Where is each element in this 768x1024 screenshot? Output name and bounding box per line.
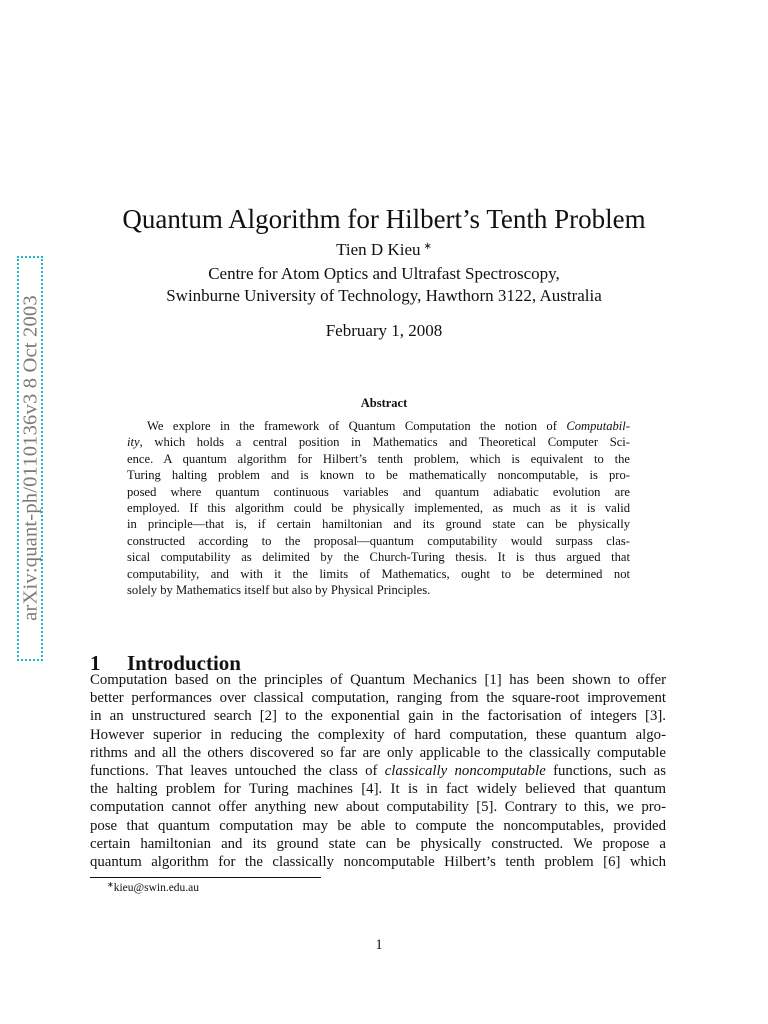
- body-line: better performances over classical computation, ranging from the square-root improvement: [90, 690, 666, 707]
- abstract-line: employed. If this algorithm could be physically implemented, as much as it is valid: [127, 500, 630, 515]
- footnote-mark: ∗: [107, 880, 114, 889]
- abstract-emphasis: ity: [127, 435, 140, 450]
- abstract-text: We explore in the framework of Quantum Computation the notion of: [147, 419, 567, 433]
- body-line: quantum algorithm for the classically noncomputable Hilbert’s tenth problem [6] which: [90, 853, 666, 870]
- paper-date: February 1, 2008: [325, 321, 443, 340]
- affiliation-line-2: Swinburne University of Technology, Hawthorn 3122, Australia: [166, 286, 602, 305]
- section-number: 1: [90, 651, 101, 676]
- page-number: 1: [375, 937, 383, 953]
- body-line: in an unstructured search [2] to the exponential gain in the factorisation of integers [3].: [90, 708, 666, 725]
- body-text: functions. That leaves untouched the class of: [90, 762, 385, 779]
- paper-title: Quantum Algorithm for Hilbert’s Tenth Problem: [122, 204, 646, 235]
- body-line: pose that quantum computation may be able to compute the noncomputables, provided: [90, 817, 666, 834]
- abstract-heading: Abstract: [360, 396, 408, 410]
- body-emphasis: classically noncomputable: [384, 762, 546, 779]
- abstract-line: [127, 434, 630, 450]
- abstract-text: , which holds a central position in Mathematics and Theoretical Computer Sci-: [139, 435, 630, 450]
- abstract-body: [127, 418, 630, 598]
- abstract-line: solely by Mathematics itself but also by Physical Principles.: [127, 582, 431, 597]
- abstract-line: [127, 418, 630, 434]
- body-text: functions, such as: [545, 762, 666, 779]
- body-line: the halting problem for Turing machines [4]. It is in fact widely believed that quantum: [90, 781, 666, 798]
- abstract-line: ence. A quantum algorithm for Hilbert’s tenth problem, which is equivalent to the: [127, 451, 630, 466]
- author-name: [0, 240, 768, 260]
- abstract-emphasis: Computabil-: [566, 419, 630, 433]
- body-line: Computation based on the principles of Quantum Mechanics [1] has been shown to offer: [90, 672, 666, 688]
- author-footnote-mark: ∗: [423, 241, 432, 252]
- introduction-body: [90, 671, 666, 871]
- body-line: certain hamiltonian and its ground state can be physically constructed. We propose a: [90, 835, 666, 852]
- affiliation-line-1: Centre for Atom Optics and Ultrafast Spectroscopy,: [208, 264, 560, 283]
- abstract-line: Turing halting problem and is known to be mathematically noncomputable, is pro-: [127, 468, 630, 483]
- abstract-line: in principle—that is, if certain hamiltonian and its ground state can be physically: [127, 517, 630, 532]
- body-line: computation cannot offer anything new about computability [5]. Contrary to this, we pro-: [90, 799, 666, 816]
- arxiv-identifier: arXiv:quant-ph/0110136v3 8 Oct 2003: [19, 295, 42, 621]
- footnote: [107, 880, 199, 894]
- author-name-text: Tien D Kieu: [336, 240, 421, 259]
- footnote-rule: [90, 877, 321, 878]
- footnote-email: kieu@swin.edu.au: [113, 882, 200, 894]
- body-line: However superior in reducing the complexity of hard computation, these quantum algo-: [90, 726, 666, 743]
- body-line: rithms and all the others discovered so far are only applicable to the classically computable: [90, 744, 666, 761]
- abstract-line: posed where quantum continuous variables and quantum adiabatic evolution are: [127, 484, 630, 499]
- body-line: [90, 762, 666, 780]
- abstract-line: constructed according to the proposal—quantum computability would surpass clas-: [127, 533, 630, 548]
- abstract-line: computability, and with it the limits of Mathematics, ought to be determined not: [127, 566, 630, 581]
- abstract-line: sical computability as delimited by the Church-Turing thesis. It is thus argued that: [127, 550, 630, 565]
- section-title-text: Introduction: [127, 651, 241, 676]
